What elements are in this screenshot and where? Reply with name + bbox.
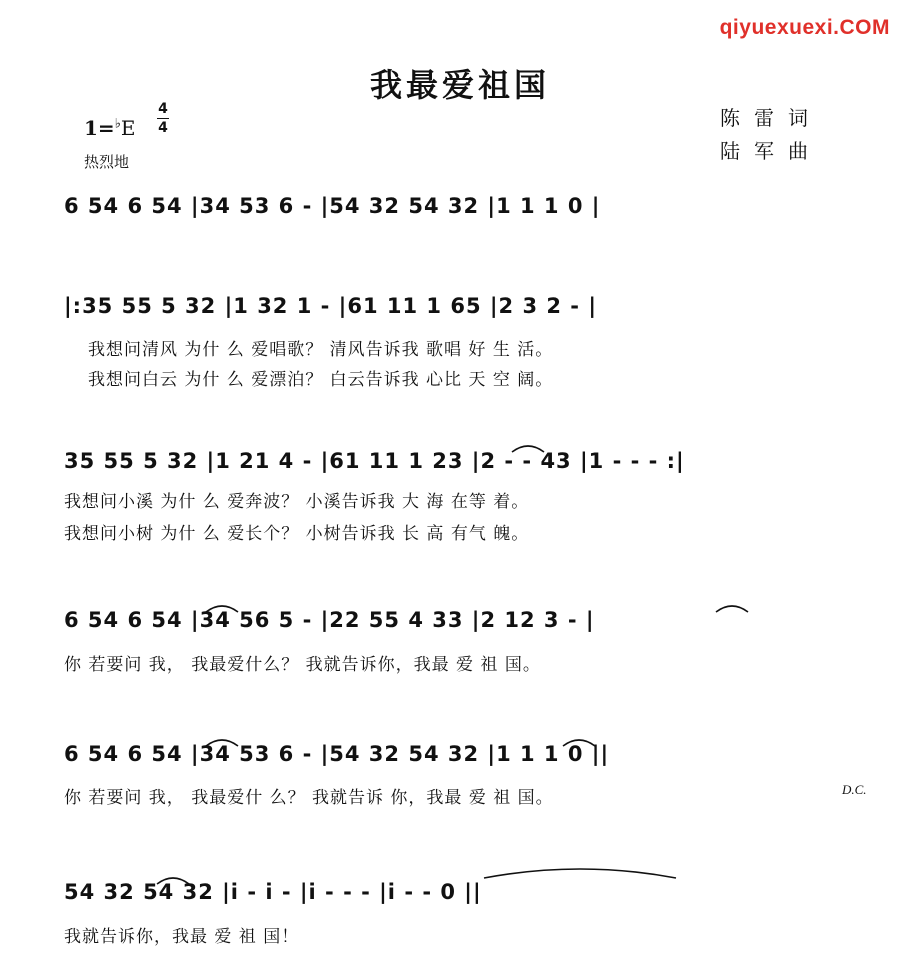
slur-line-5-a [206, 740, 238, 746]
lyric-line-3-verse-2: 我想问小树 为什 么 爱长个？ 小树告诉我 长 高 有气 魄。 [64, 524, 530, 544]
slur-line-3 [512, 446, 544, 452]
lyric-line-6: 我就告诉你，我最 爱 祖 国！ [64, 927, 300, 947]
lyric-line-2-verse-1: 我想问清风 为什 么 爱唱歌？ 清风告诉我 歌唱 好 生 活。 [88, 340, 554, 360]
composer-credit: 陆军曲 [720, 139, 822, 163]
lyric-line-5: 你 若要问 我， 我最爱什 么？ 我就告诉 你，我最 爱 祖 国。 [64, 788, 554, 808]
tempo-marking: 热烈地 [84, 153, 130, 171]
notation-line-2: |:35 55 5 32 |1 32 1 - |61 11 1 65 |2 3 2 - | [64, 294, 598, 318]
notation-line-4: 6 54 6 54 |34 56 5 - |22 55 4 33 |2 12 3 - | [64, 608, 595, 632]
da-capo-mark: D.C. [842, 782, 867, 797]
lyric-line-4: 你 若要问 我， 我最爱什么？ 我就告诉你，我最 爱 祖 国。 [64, 655, 541, 675]
notation-line-5: 6 54 6 54 |34 53 6 - |54 32 54 32 |1 1 1 0 || [64, 742, 610, 766]
time-bottom: 4 [158, 120, 168, 136]
watermark: qiyuexuexi.COM [719, 16, 890, 39]
key-note: E [120, 116, 136, 140]
lyricist-credit: 陈雷词 [720, 106, 822, 130]
time-top: 4 [158, 101, 168, 117]
lyric-line-3-verse-1: 我想问小溪 为什 么 爱奔波？ 小溪告诉我 大 海 在等 着。 [64, 492, 530, 512]
notation-line-3: 35 55 5 32 |1 21 4 - |61 11 1 23 |2 - - 43 |1 - - - :| [64, 449, 685, 473]
lyric-line-2-verse-2: 我想问白云 为什 么 爱漂泊？ 白云告诉我 心比 天 空 阔。 [88, 370, 554, 390]
tie-line-6 [484, 869, 676, 878]
slur-line-5-b [563, 740, 595, 746]
flat-sign: ♭ [114, 116, 121, 132]
notation-line-6: 54 32 54 32 |i - i - |i - - - |i - - 0 || [64, 880, 482, 904]
slur-line-4-b [716, 606, 748, 612]
key-prefix: 1= [84, 116, 115, 140]
song-title: 我最爱祖国 [369, 66, 550, 104]
notation-line-1: 6 54 6 54 |34 53 6 - |54 32 54 32 |1 1 1 0 | [64, 194, 601, 218]
slur-line-4-a [206, 606, 238, 612]
slur-line-6-a [157, 878, 189, 884]
